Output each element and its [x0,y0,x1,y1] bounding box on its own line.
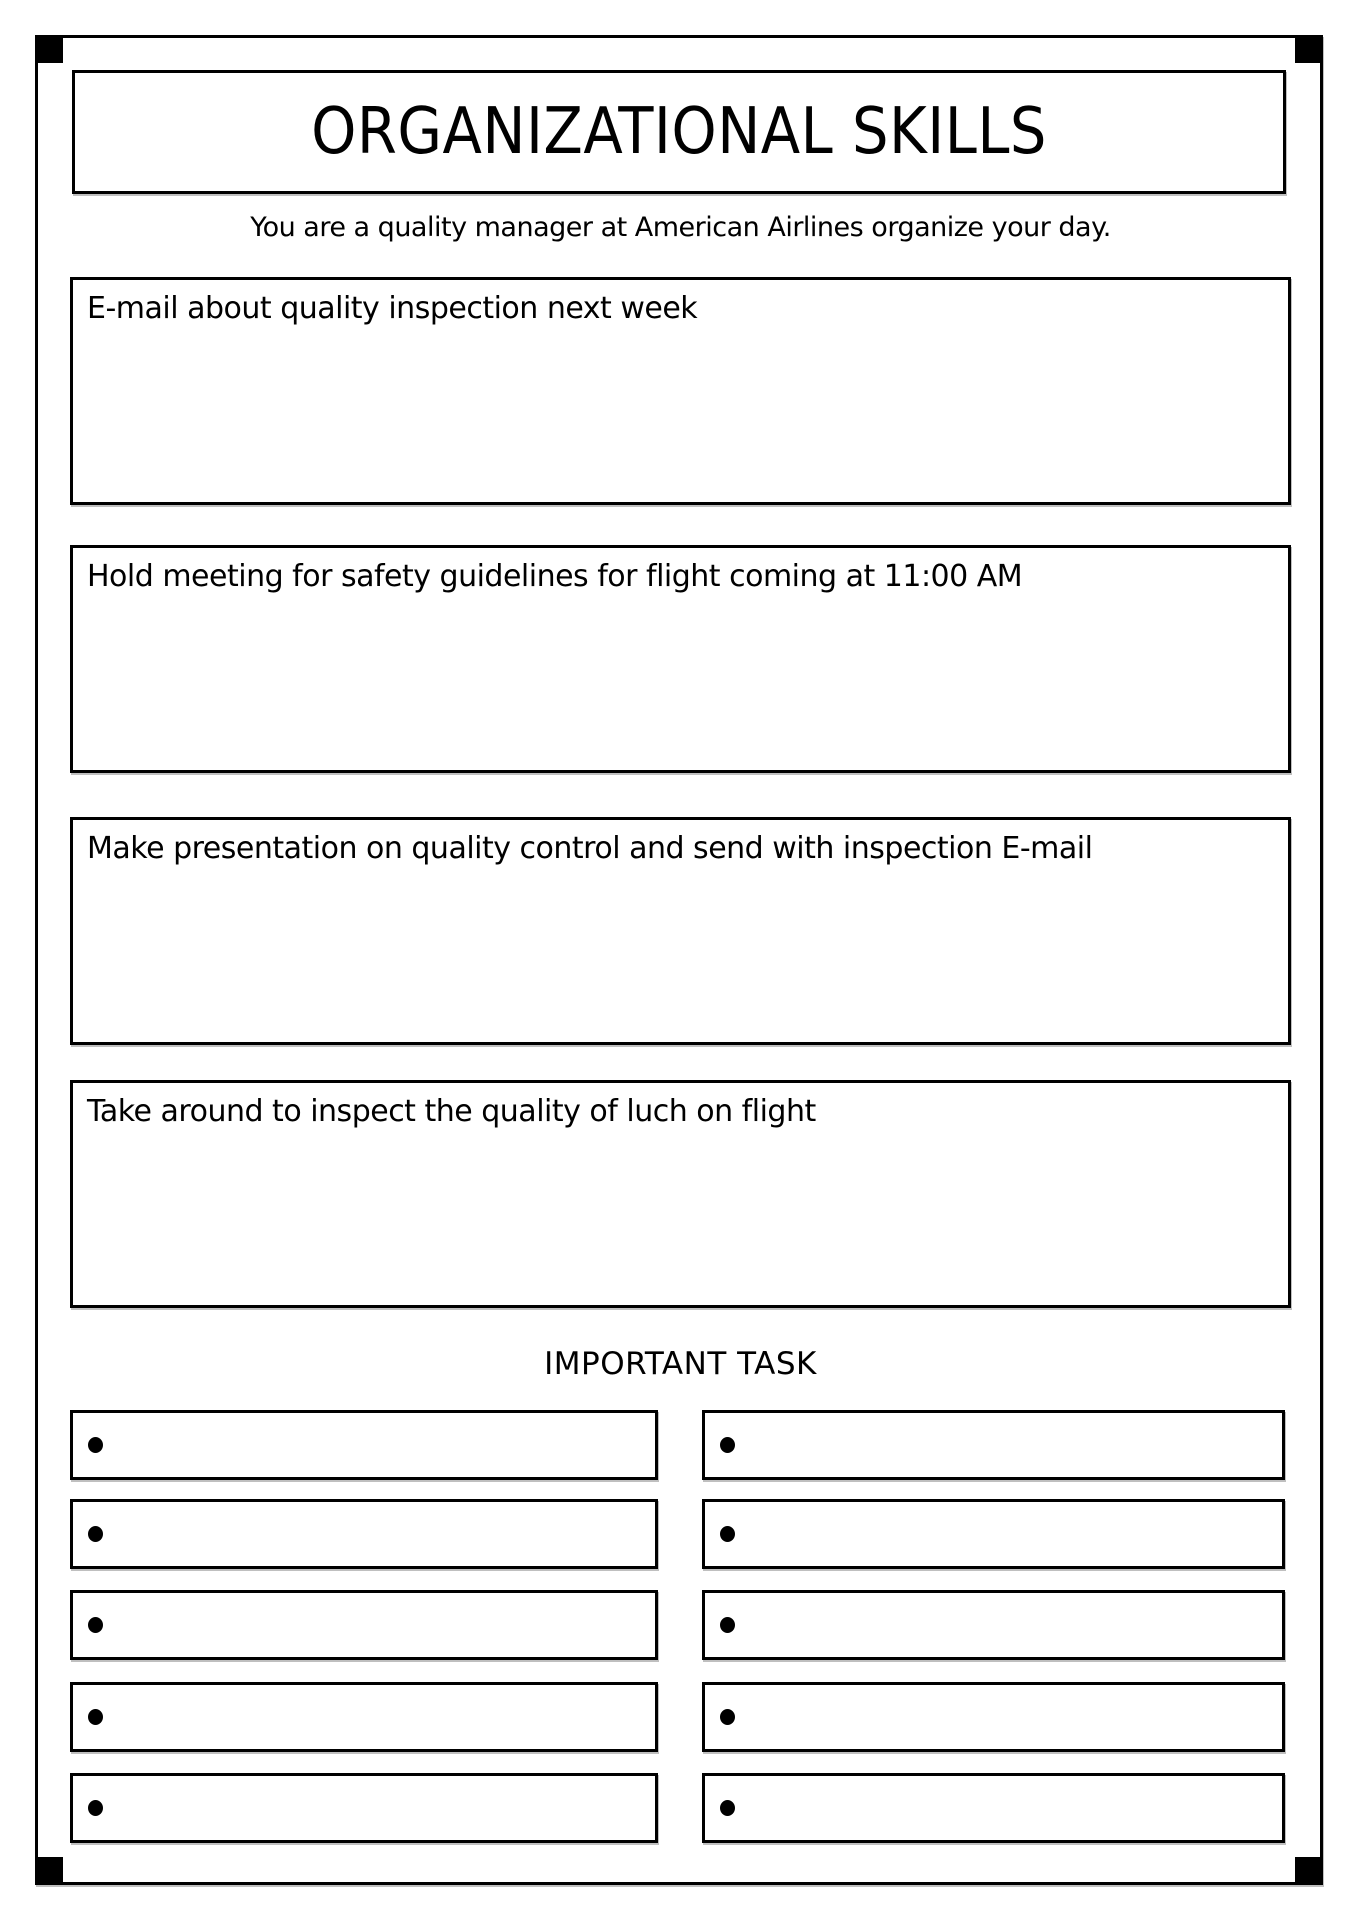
important-task-item-right-4[interactable] [702,1682,1285,1752]
bullet-icon [88,1526,103,1542]
important-task-heading: IMPORTANT TASK [544,1346,817,1382]
important-task-item-right-2[interactable] [702,1499,1285,1569]
bullet-icon [88,1709,103,1725]
bullet-icon [720,1709,735,1725]
title-box [72,70,1286,194]
important-task-item-left-3[interactable] [70,1590,658,1660]
task-text-2: Hold meeting for safety guidelines for flight coming at 11:00 AM [87,559,1023,594]
important-task-item-left-5[interactable] [70,1773,658,1843]
important-task-item-right-5[interactable] [702,1773,1285,1843]
bullet-icon [88,1437,103,1453]
important-task-item-right-1[interactable] [702,1410,1285,1480]
task-text-4: Take around to inspect the quality of luch on flight [87,1094,816,1129]
bullet-icon [88,1800,103,1816]
task-input-box-2[interactable] [70,545,1291,773]
corner-square-top-right [1295,38,1320,63]
corner-square-top-left [38,38,63,63]
task-text-3: Make presentation on quality control and send with inspection E-mail [87,831,1093,866]
corner-square-bottom-right [1295,1857,1320,1882]
important-task-item-left-1[interactable] [70,1410,658,1480]
bullet-icon [88,1617,103,1633]
bullet-icon [720,1437,735,1453]
bullet-icon [720,1617,735,1633]
bullet-icon [720,1526,735,1542]
important-task-item-left-2[interactable] [70,1499,658,1569]
instruction-subtitle: You are a quality manager at American Airlines organize your day. [250,212,1111,243]
task-text-1: E-mail about quality inspection next week [87,291,698,326]
important-task-item-left-4[interactable] [70,1682,658,1752]
page-title: ORGANIZATIONAL SKILLS [311,95,1047,169]
important-task-item-right-3[interactable] [702,1590,1285,1660]
bullet-icon [720,1800,735,1816]
task-input-box-3[interactable] [70,817,1291,1045]
task-input-box-4[interactable] [70,1080,1291,1308]
task-input-box-1[interactable] [70,277,1291,505]
corner-square-bottom-left [38,1857,63,1882]
